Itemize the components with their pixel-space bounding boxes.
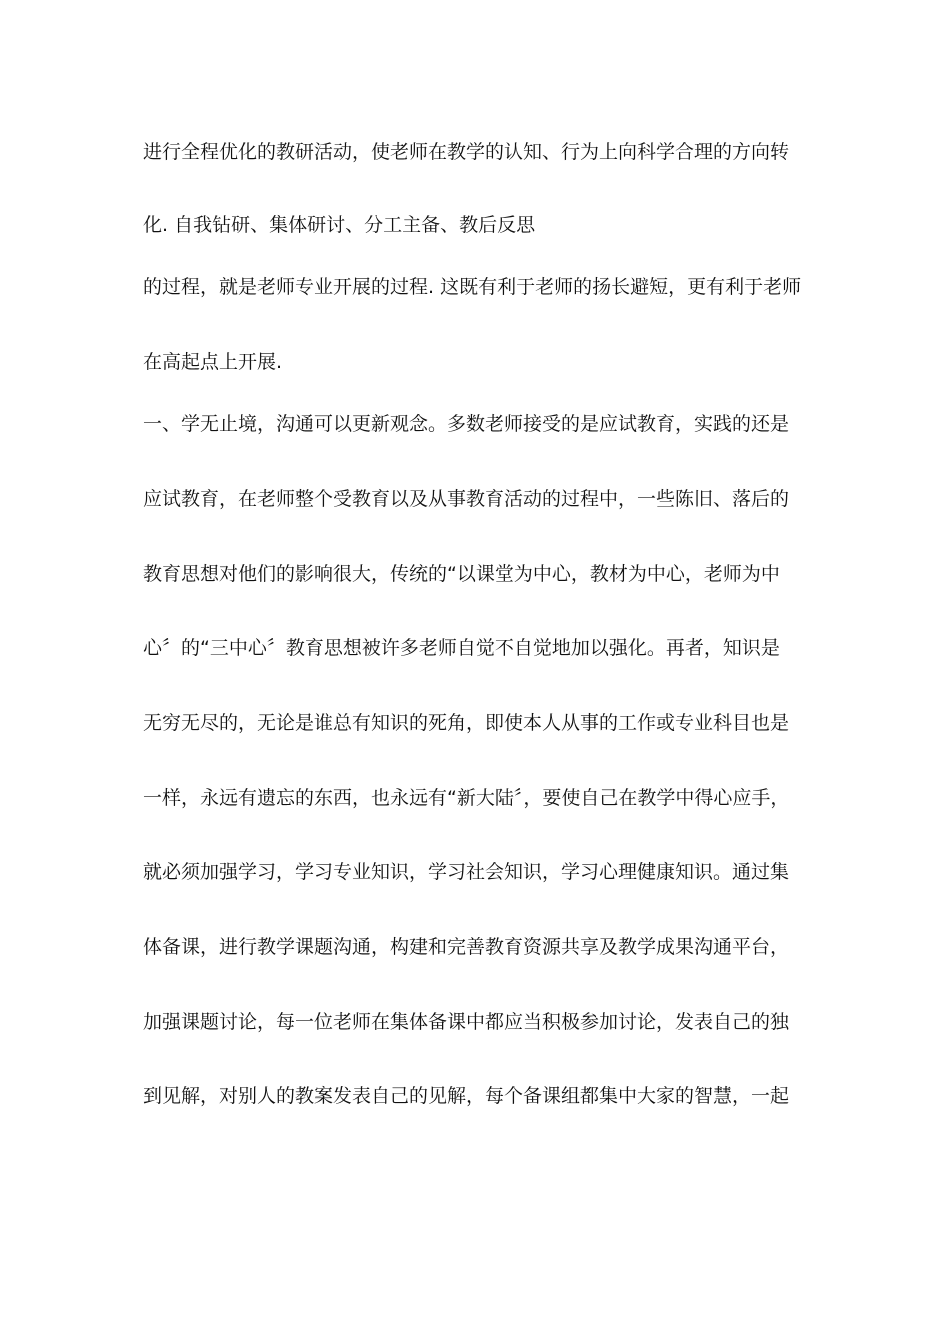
text-line: 无穷无尽的，无论是谁总有知识的死角，即使本人从事的工作或专业科目也是 — [143, 712, 790, 734]
text-line: 进行全程优化的教研活动，使老师在教学的认知、行为上向科学合理的方向转 — [143, 141, 790, 163]
text-line: 到见解，对别人的教案发表自己的见解，每个备课组都集中大家的智慧，一起 — [143, 1085, 790, 1107]
text-line: 一样，永远有遗忘的东西，也永远有“新大陆〞，要使自己在教学中得心应手， — [143, 787, 790, 809]
text-line: 应试教育，在老师整个受教育以及从事教育活动的过程中，一些陈旧、落后的 — [143, 488, 790, 510]
text-line: 在高起点上开展. — [143, 351, 283, 373]
text-line: 加强课题讨论，每一位老师在集体备课中都应当积极参加讨论，发表自己的独 — [143, 1011, 790, 1033]
text-line: 心〞的“三中心〞教育思想被许多老师自觉不自觉地加以强化。再者，知识是 — [143, 637, 780, 659]
text-line: 教育思想对他们的影响很大，传统的“以课堂为中心，教材为中心，老师为中 — [143, 563, 780, 585]
text-line: 化. 自我钻研、集体研讨、分工主备、教后反思 — [143, 214, 536, 236]
text-line: 的过程，就是老师专业开展的过程. 这既有利于老师的扬长避短，更有利于老师 — [143, 276, 802, 298]
text-line: 体备课，进行教学课题沟通，构建和完善教育资源共享及教学成果沟通平台， — [143, 936, 790, 958]
text-line: 一、学无止境，沟通可以更新观念。多数老师接受的是应试教育，实践的还是 — [143, 413, 790, 435]
text-line: 就必须加强学习，学习专业知识，学习社会知识，学习心理健康知识。通过集 — [143, 861, 790, 883]
